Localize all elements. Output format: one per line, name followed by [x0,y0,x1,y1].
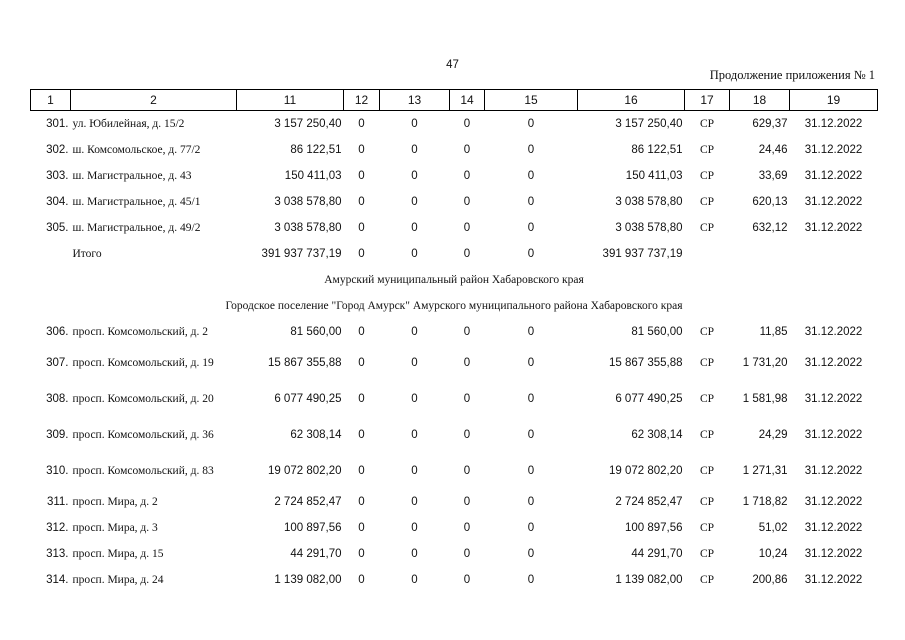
cell-col-16: 62 308,14 [631,429,683,441]
cell-col-19: 31.12.2022 [804,522,863,534]
cell-col-14: 0 [463,465,471,477]
cell-col-12: 0 [358,496,365,508]
address-cell: ш. Магистральное, д. 49/2 [72,222,201,234]
row-number: 310. [46,465,69,477]
cell-col-13: 0 [411,496,418,508]
address-cell: ш. Комсомольское, д. 77/2 [72,144,201,156]
table-row [31,215,878,241]
total-col-15: 0 [527,248,535,260]
table-row [31,319,878,345]
cell-col-17: СР [699,196,715,208]
cell-col-16: 6 077 490,25 [615,393,683,405]
cell-col-15: 0 [527,548,535,560]
column-header: 18 [730,90,790,111]
cell-col-12: 0 [358,222,365,234]
row-number: 307. [46,357,69,369]
cell-col-13: 0 [411,522,418,534]
cell-col-15: 0 [527,574,535,586]
cell-col-18: 1 581,98 [742,393,788,405]
cell-col-14: 0 [463,222,471,234]
cell-col-13: 0 [411,574,418,586]
cell-col-12: 0 [358,326,365,338]
cell-col-19: 31.12.2022 [804,429,863,441]
cell-col-18: 24,29 [758,429,788,441]
row-number: 303. [46,170,69,182]
cell-col-18: 51,02 [758,522,788,534]
column-header-row [31,90,878,111]
continuation-caption: Продолжение приложения № 1 [709,68,875,82]
cell-col-12: 0 [358,393,365,405]
address-cell: просп. Комсомольский, д. 2 [72,326,208,338]
cell-col-19: 31.12.2022 [804,574,863,586]
cell-col-14: 0 [463,574,471,586]
cell-col-17: СР [699,522,715,534]
total-col-12: 0 [358,248,365,260]
cell-col-19: 31.12.2022 [804,118,863,130]
cell-col-17: СР [699,429,715,441]
cell-col-19: 31.12.2022 [804,222,863,234]
cell-col-17: СР [699,357,715,369]
cell-col-13: 0 [411,170,418,182]
cell-col-17: СР [699,222,715,234]
cell-col-13: 0 [411,196,418,208]
row-number: 305. [46,222,69,234]
address-cell: ш. Магистральное, д. 43 [72,170,192,182]
cell-col-12: 0 [358,144,365,156]
column-header: 14 [450,90,485,111]
cell-col-16: 3 038 578,80 [615,196,683,208]
cell-col-16: 2 724 852,47 [615,496,683,508]
cell-col-11: 6 077 490,25 [274,393,342,405]
table-row [31,189,878,215]
total-row [31,241,878,267]
settlement-heading: Городское поселение "Город Амурск" Амурского муниципального района Хабаровского края [225,300,683,312]
total-label: Итого [72,248,102,260]
cell-col-18: 1 731,20 [742,357,788,369]
cell-col-14: 0 [463,326,471,338]
group2-rows [31,319,878,593]
column-header: 2 [71,90,237,111]
table-row [31,111,878,138]
cell-col-12: 0 [358,196,365,208]
table-row [31,345,878,381]
address-cell: просп. Мира, д. 3 [72,522,158,534]
cell-col-19: 31.12.2022 [804,548,863,560]
row-number: 306. [46,326,69,338]
cell-col-14: 0 [463,429,471,441]
address-cell: просп. Комсомольский, д. 19 [72,357,214,369]
cell-col-18: 1 718,82 [742,496,788,508]
cell-col-12: 0 [358,548,365,560]
cell-col-19: 31.12.2022 [804,144,863,156]
cell-col-11: 100 897,56 [283,522,342,534]
table-row [31,163,878,189]
cell-col-15: 0 [527,170,535,182]
cell-col-14: 0 [463,548,471,560]
row-number: 309. [46,429,69,441]
cell-col-15: 0 [527,465,535,477]
cell-col-14: 0 [463,522,471,534]
cell-col-18: 11,85 [759,326,788,338]
row-number: 313. [46,548,69,560]
cell-col-11: 3 157 250,40 [274,118,342,130]
cell-col-11: 62 308,14 [290,429,342,441]
row-number: 314. [46,574,69,586]
cell-col-12: 0 [358,429,365,441]
cell-col-16: 44 291,70 [631,548,683,560]
cell-col-19: 31.12.2022 [804,465,863,477]
cell-col-18: 200,86 [752,574,788,586]
row-number: 302. [46,144,69,156]
cell-col-18: 1 271,31 [742,465,788,477]
cell-col-11: 1 139 082,00 [274,574,342,586]
column-header: 17 [685,90,730,111]
cell-col-13: 0 [411,144,418,156]
cell-col-14: 0 [463,118,471,130]
table-row [31,567,878,593]
cell-col-15: 0 [527,522,535,534]
row-number: 304. [46,196,69,208]
cell-col-17: СР [699,496,715,508]
cell-col-18: 629,37 [752,118,788,130]
row-number: 308. [46,393,69,405]
table-row [31,541,878,567]
cell-col-15: 0 [527,357,535,369]
cell-col-12: 0 [358,170,365,182]
cell-col-16: 3 038 578,80 [615,222,683,234]
cell-col-14: 0 [463,170,471,182]
cell-col-15: 0 [527,222,535,234]
cell-col-19: 31.12.2022 [804,170,863,182]
cell-col-19: 31.12.2022 [804,393,863,405]
cell-col-14: 0 [463,357,471,369]
cell-col-14: 0 [463,144,471,156]
cell-col-17: СР [699,393,715,405]
appendix-table [30,89,878,593]
cell-col-16: 86 122,51 [631,144,683,156]
cell-col-11: 44 291,70 [290,548,342,560]
cell-col-17: СР [699,326,715,338]
table-row [31,381,878,417]
cell-col-16: 3 157 250,40 [615,118,683,130]
table-row [31,489,878,515]
cell-col-16: 1 139 082,00 [615,574,683,586]
cell-col-16: 19 072 802,20 [608,465,683,477]
row-number: 301. [46,118,69,130]
address-cell: просп. Мира, д. 24 [72,574,164,586]
cell-col-18: 632,12 [752,222,788,234]
table-row [31,515,878,541]
cell-col-13: 0 [411,326,418,338]
cell-col-19: 31.12.2022 [804,326,863,338]
cell-col-11: 81 560,00 [290,326,342,338]
total-col-17 [685,241,730,267]
cell-col-15: 0 [527,196,535,208]
address-cell: просп. Комсомольский, д. 36 [72,429,214,441]
column-header: 13 [380,90,450,111]
cell-col-19: 31.12.2022 [804,196,863,208]
total-row-number [31,241,71,267]
cell-col-18: 24,46 [758,144,788,156]
column-header: 11 [237,90,344,111]
cell-col-15: 0 [527,144,535,156]
total-col-19 [790,241,878,267]
row-number: 311. [46,496,69,508]
cell-col-11: 19 072 802,20 [267,465,342,477]
cell-col-18: 620,13 [752,196,788,208]
row-number: 312. [46,522,69,534]
cell-col-19: 31.12.2022 [804,496,863,508]
address-cell: просп. Мира, д. 15 [72,548,164,560]
column-header: 16 [578,90,685,111]
address-cell: просп. Комсомольский, д. 83 [72,465,214,477]
cell-col-18: 10,24 [758,548,788,560]
cell-col-15: 0 [527,496,535,508]
total-col-18 [730,241,790,267]
cell-col-14: 0 [463,496,471,508]
cell-col-11: 3 038 578,80 [274,196,342,208]
cell-col-16: 81 560,00 [631,326,683,338]
cell-col-13: 0 [411,118,418,130]
cell-col-15: 0 [527,326,535,338]
cell-col-11: 2 724 852,47 [274,496,342,508]
cell-col-13: 0 [411,222,418,234]
cell-col-14: 0 [463,196,471,208]
cell-col-16: 150 411,03 [625,170,683,182]
cell-col-17: СР [699,574,715,586]
district-heading: Амурский муниципальный район Хабаровского края [324,274,584,286]
address-cell: просп. Комсомольский, д. 20 [72,393,214,405]
address-cell: ул. Юбилейная, д. 15/2 [72,118,185,130]
cell-col-12: 0 [358,522,365,534]
cell-col-13: 0 [411,429,418,441]
address-cell: просп. Мира, д. 2 [72,496,158,508]
cell-col-18: 33,69 [758,170,788,182]
cell-col-14: 0 [463,393,471,405]
section-heading-row [31,267,878,293]
table-row [31,453,878,489]
group1-rows [31,111,878,242]
column-header: 15 [485,90,578,111]
cell-col-17: СР [699,144,715,156]
cell-col-12: 0 [358,357,365,369]
cell-col-12: 0 [358,118,365,130]
column-header: 19 [790,90,878,111]
total-col-13: 0 [411,248,418,260]
cell-col-17: СР [699,118,715,130]
cell-col-11: 15 867 355,88 [267,357,342,369]
cell-col-15: 0 [527,393,535,405]
cell-col-17: СР [699,170,715,182]
column-header: 1 [31,90,71,111]
cell-col-12: 0 [358,574,365,586]
total-col-11: 391 937 737,19 [261,248,342,260]
cell-col-11: 150 411,03 [284,170,342,182]
cell-col-13: 0 [411,393,418,405]
total-col-14: 0 [463,248,471,260]
cell-col-16: 100 897,56 [624,522,683,534]
column-header: 12 [344,90,380,111]
cell-col-17: СР [699,548,715,560]
table-row [31,137,878,163]
cell-col-15: 0 [527,429,535,441]
page-number: 47 [446,59,459,71]
cell-col-13: 0 [411,357,418,369]
cell-col-11: 3 038 578,80 [274,222,342,234]
cell-col-16: 15 867 355,88 [608,357,683,369]
cell-col-12: 0 [358,465,365,477]
section-heading-row [31,293,878,319]
cell-col-11: 86 122,51 [290,144,342,156]
total-col-16: 391 937 737,19 [602,248,683,260]
cell-col-15: 0 [527,118,535,130]
cell-col-17: СР [699,465,715,477]
cell-col-13: 0 [411,548,418,560]
table-row [31,417,878,453]
address-cell: ш. Магистральное, д. 45/1 [72,196,201,208]
cell-col-19: 31.12.2022 [804,357,863,369]
cell-col-13: 0 [411,465,418,477]
